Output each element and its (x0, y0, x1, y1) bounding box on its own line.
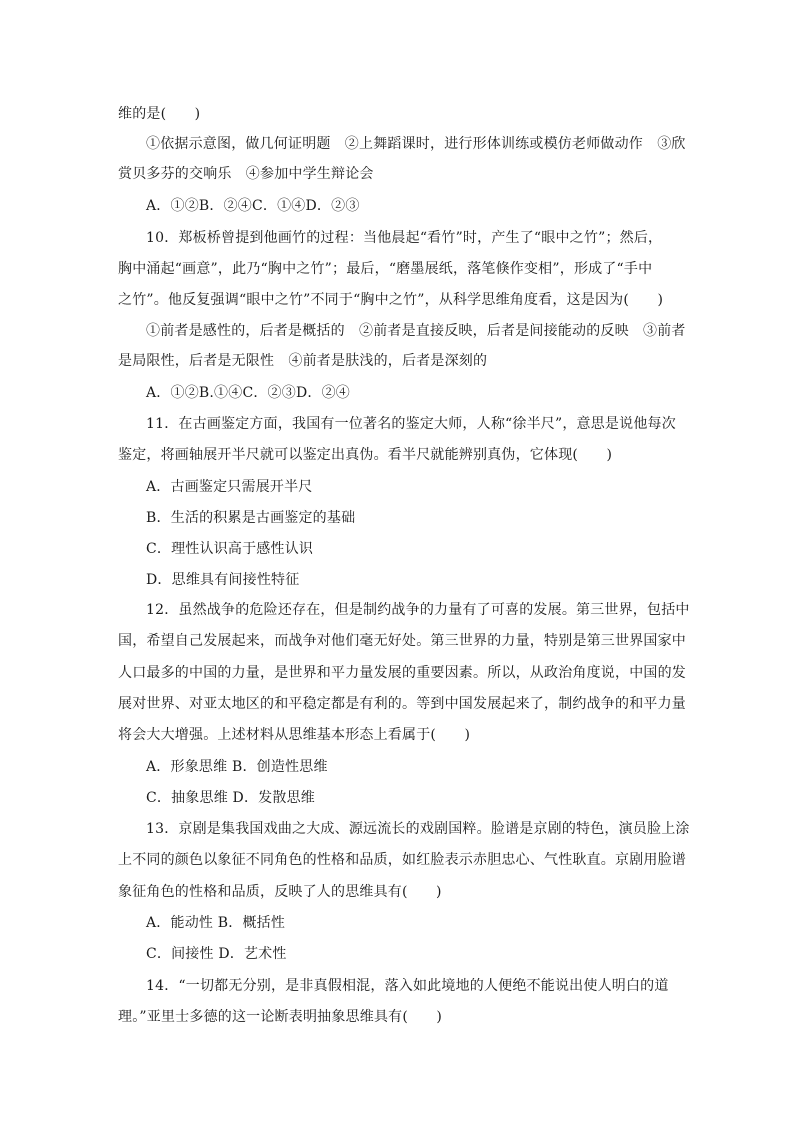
option-ab: A．形象思维 B．创造性思维 (146, 759, 328, 775)
text-line: ①依据示意图，做几何证明题 ②上舞蹈课时，进行形体训练或模仿老师做动作 ③欣 (146, 136, 686, 152)
option-ab: A．能动性 B．概括性 (146, 915, 286, 931)
option-line: A．①②B.①④C．②③D．②④ (146, 385, 350, 401)
option-cd: C．抽象思维 D．发散思维 (146, 790, 315, 806)
option-d: D．思维具有间接性特征 (146, 572, 300, 588)
text-line: 维的是( ) (118, 106, 201, 122)
option-line: A．①②B．②④C．①④D．②③ (146, 198, 360, 214)
text-line: 是局限性，后者是无限性 ④前者是肤浅的，后者是深刻的 (118, 353, 488, 369)
text-line: 理。”亚里士多德的这一论断表明抽象思维具有( ) (118, 1009, 443, 1025)
text-line: 展对世界、对亚太地区的和平稳定都是有利的。等到中国发展起来了，制约战争的和平力量 (118, 696, 686, 712)
text-line: 鉴定，将画轴展开半尺就可以鉴定出真伪。看半尺就能辨别真伪，它体现( ) (118, 447, 613, 463)
text-line: 将会大大增强。上述材料从思维基本形态上看属于( ) (118, 727, 471, 743)
option-a: A．古画鉴定只需展开半尺 (146, 479, 313, 495)
text-line: 胸中涌起“画意”，此乃“胸中之竹”；最后，“磨墨展纸，落笔倏作变相”，形成了“手中 (118, 261, 653, 277)
option-c: C．理性认识高于感性认识 (146, 541, 314, 557)
question-10: 10．郑板桥曾提到他画竹的过程：当他晨起“看竹”时，产生了“眼中之竹”；然后， (146, 230, 663, 246)
text-line: 之竹”。他反复强调“眼中之竹”不同于“胸中之竹”，从科学思维角度看，这是因为( ) (118, 292, 664, 308)
text-line: 国，希望自己发展起来，而战争对他们毫无好处。第三世界的力量，特别是第三世界国家中 (118, 633, 686, 649)
text-line: ①前者是感性的，后者是概括的 ②前者是直接反映，后者是间接能动的反映 ③前者 (146, 323, 686, 339)
text-line: 人口最多的中国的力量，是世界和平力量发展的重要因素。所以，从政治角度说，中国的发 (118, 665, 686, 681)
text-line: 上不同的颜色以象征不同角色的性格和品质，如红脸表示赤胆忠心、气性耿直。京剧用脸谱 (118, 852, 686, 868)
question-13: 13．京剧是集我国戏曲之大成、源远流长的戏剧国粹。脸谱是京剧的特色，演员脸上涂 (146, 821, 690, 837)
question-14: 14．“一切都无分别，是非真假相混，落入如此境地的人便绝不能说出使人明白的道 (146, 978, 669, 994)
option-b: B．生活的积累是古画鉴定的基础 (146, 510, 356, 526)
text-line: 赏贝多芬的交响乐 ④参加中学生辩论会 (118, 166, 374, 182)
text-line: 象征角色的性格和品质，反映了人的思维具有( ) (118, 884, 442, 900)
question-12: 12．虽然战争的危险还存在，但是制约战争的力量有了可喜的发展。第三世界，包括中 (146, 602, 690, 618)
option-cd: C．间接性 D．艺术性 (146, 946, 287, 962)
question-11: 11．在古画鉴定方面，我国有一位著名的鉴定大师，人称“徐半尺”，意思是说他每次 (146, 416, 676, 432)
